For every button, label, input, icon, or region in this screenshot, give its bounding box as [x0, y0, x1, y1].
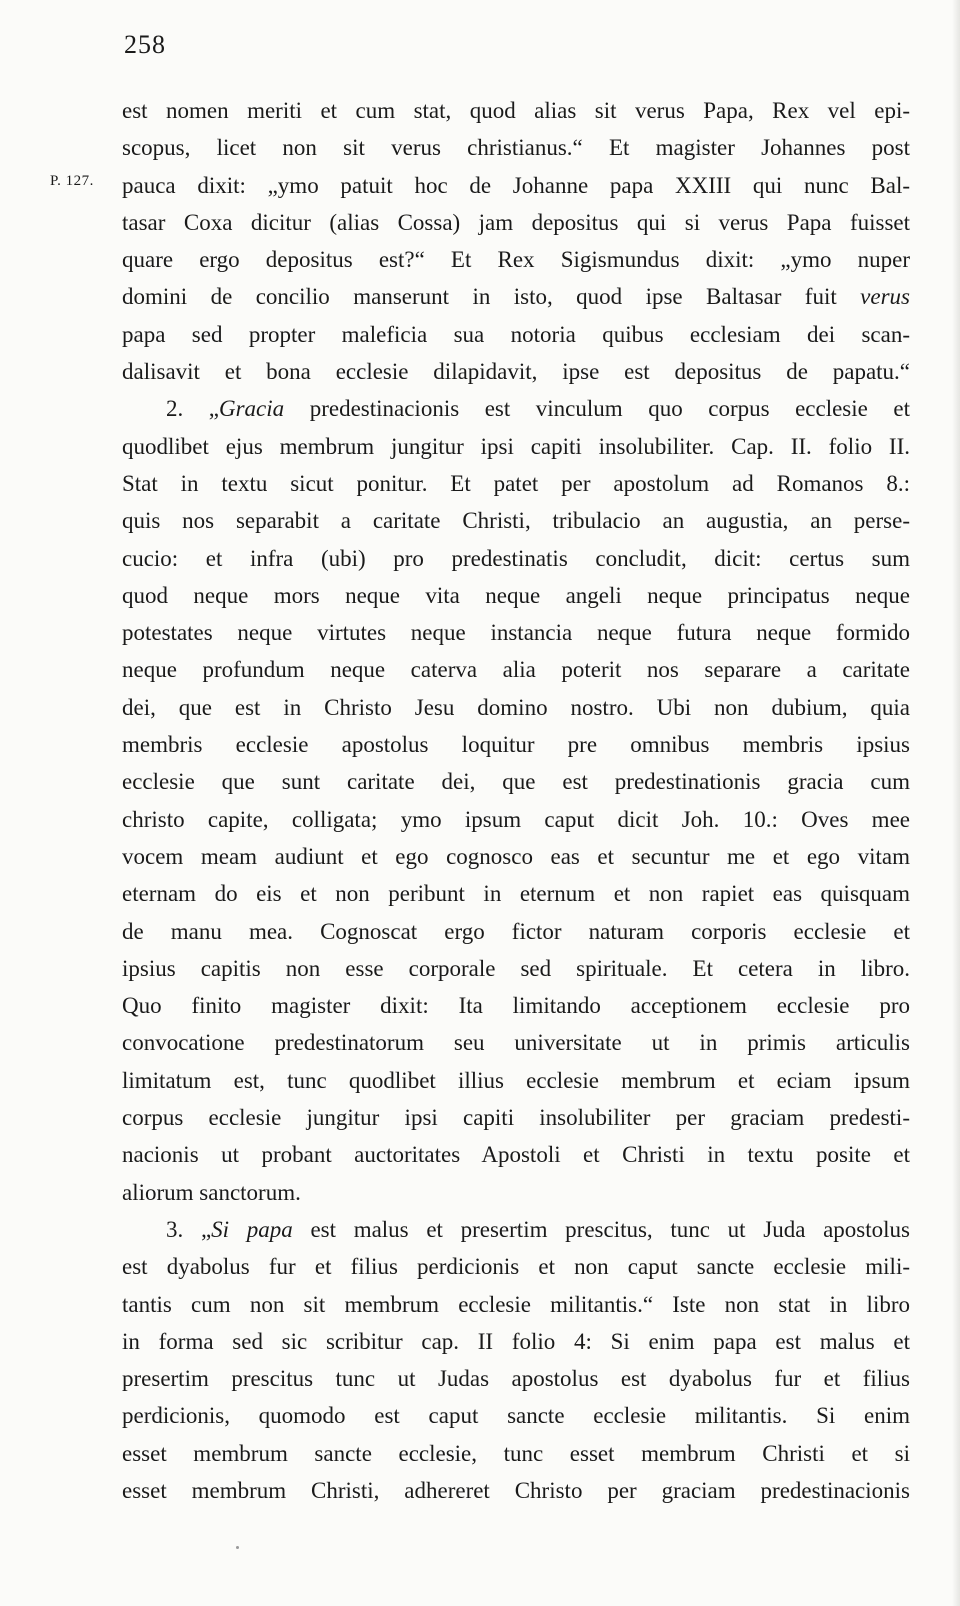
- text-line: presertim prescitus tunc ut Judas apostolus est dyabolus fur et filius: [122, 1366, 910, 1392]
- text-line: [122, 278, 910, 315]
- text-line: perdicionis, quomodo est caput sancte ecclesie militantis. Si enim: [122, 1403, 910, 1429]
- text-body: [122, 92, 910, 1509]
- text-line: ipsius capitis non esse corporale sed spirituale. Et cetera in libro.: [122, 955, 910, 981]
- line-segment: est malus et presertim prescitus, tunc ut Juda apostolus: [292, 1216, 910, 1242]
- text-line: pauca dixit: „ymo patuit hoc de Johanne papa XXIII qui nunc Bal-: [122, 172, 910, 198]
- text-line: limitatum est, tunc quodlibet illius ecclesie membrum et eciam ipsum: [122, 1067, 910, 1093]
- margin-note: P. 127.: [50, 173, 94, 189]
- text-line: est dyabolus fur et filius perdicionis et non caput sancte ecclesie mili-: [122, 1254, 910, 1280]
- text-line: neque profundum neque caterva alia poterit nos separare a caritate: [122, 657, 910, 683]
- text-line: convocatione predestinatorum seu universitate ut in primis articulis: [122, 1030, 910, 1056]
- line-segment: 2. „: [166, 396, 219, 422]
- line-segment: domini de concilio manserunt in isto, quod ipse Baltasar fuit: [122, 284, 861, 310]
- text-line: in forma sed sic scribitur cap. II folio 4: Si enim papa est malus et: [122, 1328, 910, 1354]
- text-line: quod neque mors neque vita neque angeli neque principatus neque: [122, 582, 910, 608]
- text-line: dalisavit et bona ecclesie dilapidavit, ipse est depositus de papatu.“: [122, 359, 910, 385]
- text-line: corpus ecclesie jungitur ipsi capiti insolubiliter per graciam predesti-: [122, 1105, 910, 1131]
- text-line: quis nos separabit a caritate Christi, tribulacio an augustia, an perse-: [122, 508, 910, 534]
- text-line: cucio: et infra (ubi) pro predestinatis concludit, dicit: certus sum: [122, 545, 910, 571]
- line-segment: predestinacionis est vinculum quo corpus ecclesie et: [284, 396, 910, 422]
- text-line: aliorum sanctorum.: [122, 1179, 301, 1205]
- text-line: nacionis ut probant auctoritates Apostoli et Christi in textu posite et: [122, 1142, 910, 1168]
- text-line: dei, que est in Christo Jesu domino nostro. Ubi non dubium, quia: [122, 694, 910, 720]
- text-line: esset membrum sancte ecclesie, tunc esset membrum Christi et si: [122, 1440, 910, 1466]
- page-edge: [952, 0, 960, 1606]
- speck: [236, 1546, 239, 1549]
- text-line: tantis cum non sit membrum ecclesie militantis.“ Iste non stat in libro: [122, 1291, 910, 1317]
- text-line: Stat in textu sicut ponitur. Et patet per apostolum ad Romanos 8.:: [122, 470, 910, 496]
- text-line: potestates neque virtutes neque instancia neque futura neque formido: [122, 620, 910, 646]
- text-line: quodlibet ejus membrum jungitur ipsi capiti insolubiliter. Cap. II. folio II.: [122, 433, 910, 459]
- text-line: ecclesie que sunt caritate dei, que est predestinationis gracia cum: [122, 769, 910, 795]
- italic-emphasis: Si papa: [211, 1216, 293, 1242]
- text-line: eternam do eis et non peribunt in eternum et non rapiet eas quisquam: [122, 881, 910, 907]
- text-line: esset membrum Christi, adhereret Christo per graciam predestinacionis: [122, 1477, 910, 1503]
- text-line: membris ecclesie apostolus loquitur pre omnibus membris ipsius: [122, 732, 910, 758]
- line-segment: 3. „: [166, 1216, 212, 1242]
- text-line: est nomen meriti et cum stat, quod alias sit verus Papa, Rex vel epi-: [122, 98, 910, 123]
- text-line: vocem meam audiunt et ego cognosco eas et secuntur me et ego vitam: [122, 843, 910, 869]
- text-line: papa sed propter maleficia sua notoria quibus ecclesiam dei scan-: [122, 321, 910, 347]
- italic-emphasis: verus: [860, 284, 910, 310]
- text-line: christo capite, colligata; ymo ipsum caput dicit Joh. 10.: Oves mee: [122, 806, 910, 832]
- text-line: Quo finito magister dixit: Ita limitando acceptionem ecclesie pro: [122, 993, 910, 1019]
- page-number: 258: [124, 30, 166, 59]
- text-line: [122, 390, 910, 427]
- text-line: [122, 1211, 910, 1248]
- text-line: scopus, licet non sit verus christianus.“ Et magister Johannes post: [122, 135, 910, 161]
- text-line: quare ergo depositus est?“ Et Rex Sigismundus dixit: „ymo nuper: [122, 247, 910, 273]
- italic-emphasis: Gracia: [219, 396, 285, 422]
- text-line: de manu mea. Cognoscat ergo fictor naturam corporis ecclesie et: [122, 918, 910, 944]
- text-line: tasar Coxa dicitur (alias Cossa) jam depositus qui si verus Papa fuisset: [122, 209, 910, 235]
